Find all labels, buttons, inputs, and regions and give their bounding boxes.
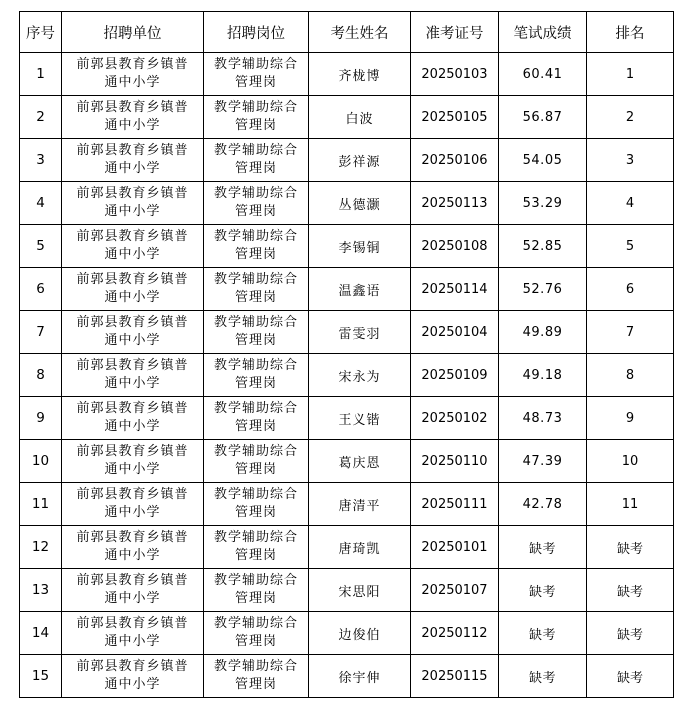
cell-post: [204, 612, 309, 655]
cell-post-line1: 教学辅助综合: [213, 401, 298, 416]
table-row: [20, 612, 674, 655]
cell-post-line2: 管理岗: [234, 161, 277, 176]
cell-score: 缺考: [499, 526, 587, 569]
table-row: [20, 139, 674, 182]
cell-seq: 10: [20, 440, 62, 483]
cell-unit-line2: 通中小学: [104, 634, 161, 649]
cell-name: 李锡铜: [309, 225, 411, 268]
cell-score: 49.18: [499, 354, 587, 397]
cell-seq: 1: [20, 53, 62, 96]
cell-seq: 11: [20, 483, 62, 526]
cell-rank: 11: [587, 483, 674, 526]
cell-seq: 7: [20, 311, 62, 354]
cell-name: 丛德灏: [309, 182, 411, 225]
cell-unit-line2: 通中小学: [104, 118, 161, 133]
table-row: [20, 53, 674, 96]
cell-post-line2: 管理岗: [234, 333, 277, 348]
cell-rank: 5: [587, 225, 674, 268]
cell-score: 54.05: [499, 139, 587, 182]
cell-name: 白波: [309, 96, 411, 139]
table-row: [20, 354, 674, 397]
cell-rank: 2: [587, 96, 674, 139]
table-row: [20, 569, 674, 612]
cell-exam-id: 20250106: [411, 139, 499, 182]
cell-unit-line1: 前郭县教育乡镇普: [76, 487, 189, 502]
cell-rank: 缺考: [587, 526, 674, 569]
cell-post-line2: 管理岗: [234, 118, 277, 133]
cell-post-line2: 管理岗: [234, 419, 277, 434]
cell-rank: 缺考: [587, 655, 674, 698]
header-unit: 招聘单位: [62, 12, 204, 53]
cell-unit: [62, 182, 204, 225]
cell-score: 56.87: [499, 96, 587, 139]
cell-post-line1: 教学辅助综合: [213, 487, 298, 502]
cell-post: [204, 96, 309, 139]
cell-unit-line2: 通中小学: [104, 204, 161, 219]
cell-exam-id: 20250110: [411, 440, 499, 483]
cell-unit-line2: 通中小学: [104, 161, 161, 176]
cell-name: 雷雯羽: [309, 311, 411, 354]
cell-seq: 12: [20, 526, 62, 569]
cell-exam-id: 20250101: [411, 526, 499, 569]
results-table-container: [19, 11, 674, 698]
cell-rank: 缺考: [587, 569, 674, 612]
cell-unit: [62, 569, 204, 612]
cell-post-line2: 管理岗: [234, 677, 277, 692]
table-header: [20, 12, 674, 53]
cell-unit-line1: 前郭县教育乡镇普: [76, 229, 189, 244]
cell-exam-id: 20250105: [411, 96, 499, 139]
cell-unit-line2: 通中小学: [104, 333, 161, 348]
cell-unit: [62, 53, 204, 96]
cell-unit: [62, 311, 204, 354]
cell-unit: [62, 483, 204, 526]
cell-post-line1: 教学辅助综合: [213, 444, 298, 459]
cell-name: 宋永为: [309, 354, 411, 397]
cell-score: 缺考: [499, 569, 587, 612]
cell-exam-id: 20250113: [411, 182, 499, 225]
cell-unit-line2: 通中小学: [104, 247, 161, 262]
cell-unit-line2: 通中小学: [104, 75, 161, 90]
cell-score: 缺考: [499, 655, 587, 698]
cell-post-line1: 教学辅助综合: [213, 57, 298, 72]
cell-post: [204, 53, 309, 96]
cell-rank: 7: [587, 311, 674, 354]
cell-rank: 8: [587, 354, 674, 397]
cell-score: 缺考: [499, 612, 587, 655]
cell-exam-id: 20250104: [411, 311, 499, 354]
cell-post-line1: 教学辅助综合: [213, 100, 298, 115]
cell-score: 52.85: [499, 225, 587, 268]
cell-post-line1: 教学辅助综合: [213, 616, 298, 631]
cell-post: [204, 569, 309, 612]
cell-unit: [62, 354, 204, 397]
cell-post: [204, 526, 309, 569]
cell-post: [204, 440, 309, 483]
cell-unit: [62, 268, 204, 311]
cell-name: 唐清平: [309, 483, 411, 526]
cell-post-line2: 管理岗: [234, 591, 277, 606]
cell-name: 彭祥源: [309, 139, 411, 182]
cell-exam-id: 20250115: [411, 655, 499, 698]
cell-post-line1: 教学辅助综合: [213, 530, 298, 545]
table-body: [20, 53, 674, 698]
cell-unit: [62, 526, 204, 569]
cell-post: [204, 182, 309, 225]
cell-rank: 4: [587, 182, 674, 225]
table-row: [20, 483, 674, 526]
cell-unit-line2: 通中小学: [104, 505, 161, 520]
header-row: [20, 12, 674, 53]
cell-post-line1: 教学辅助综合: [213, 315, 298, 330]
cell-exam-id: 20250109: [411, 354, 499, 397]
cell-score: 52.76: [499, 268, 587, 311]
cell-unit-line1: 前郭县教育乡镇普: [76, 444, 189, 459]
cell-post: [204, 397, 309, 440]
table-row: [20, 96, 674, 139]
cell-unit: [62, 655, 204, 698]
cell-seq: 4: [20, 182, 62, 225]
cell-rank: 9: [587, 397, 674, 440]
cell-exam-id: 20250112: [411, 612, 499, 655]
cell-rank: 10: [587, 440, 674, 483]
cell-unit-line1: 前郭县教育乡镇普: [76, 186, 189, 201]
cell-seq: 9: [20, 397, 62, 440]
cell-unit: [62, 139, 204, 182]
cell-score: 60.41: [499, 53, 587, 96]
cell-seq: 13: [20, 569, 62, 612]
cell-unit: [62, 96, 204, 139]
cell-post: [204, 268, 309, 311]
cell-exam-id: 20250108: [411, 225, 499, 268]
cell-unit-line1: 前郭县教育乡镇普: [76, 143, 189, 158]
cell-exam-id: 20250107: [411, 569, 499, 612]
cell-post: [204, 483, 309, 526]
header-post: 招聘岗位: [204, 12, 309, 53]
header-exam-id: 准考证号: [411, 12, 499, 53]
cell-post-line1: 教学辅助综合: [213, 358, 298, 373]
cell-rank: 1: [587, 53, 674, 96]
cell-post-line2: 管理岗: [234, 376, 277, 391]
cell-post-line2: 管理岗: [234, 75, 277, 90]
table-row: [20, 440, 674, 483]
cell-unit-line2: 通中小学: [104, 548, 161, 563]
cell-score: 53.29: [499, 182, 587, 225]
header-rank: 排名: [587, 12, 674, 53]
table-row: [20, 526, 674, 569]
cell-seq: 6: [20, 268, 62, 311]
cell-unit-line2: 通中小学: [104, 591, 161, 606]
cell-seq: 8: [20, 354, 62, 397]
cell-post: [204, 354, 309, 397]
cell-score: 42.78: [499, 483, 587, 526]
cell-post-line1: 教学辅助综合: [213, 143, 298, 158]
cell-score: 49.89: [499, 311, 587, 354]
cell-post-line2: 管理岗: [234, 462, 277, 477]
cell-rank: 缺考: [587, 612, 674, 655]
cell-unit-line1: 前郭县教育乡镇普: [76, 659, 189, 674]
cell-unit: [62, 225, 204, 268]
cell-unit-line1: 前郭县教育乡镇普: [76, 57, 189, 72]
cell-unit-line2: 通中小学: [104, 462, 161, 477]
cell-unit-line1: 前郭县教育乡镇普: [76, 358, 189, 373]
cell-unit-line1: 前郭县教育乡镇普: [76, 616, 189, 631]
header-name: 考生姓名: [309, 12, 411, 53]
cell-rank: 3: [587, 139, 674, 182]
cell-name: 王义锴: [309, 397, 411, 440]
table-row: [20, 397, 674, 440]
cell-exam-id: 20250103: [411, 53, 499, 96]
cell-exam-id: 20250114: [411, 268, 499, 311]
header-seq: 序号: [20, 12, 62, 53]
cell-post-line1: 教学辅助综合: [213, 186, 298, 201]
cell-exam-id: 20250111: [411, 483, 499, 526]
cell-unit-line2: 通中小学: [104, 290, 161, 305]
cell-score: 47.39: [499, 440, 587, 483]
table-row: [20, 182, 674, 225]
cell-unit-line2: 通中小学: [104, 677, 161, 692]
cell-post-line2: 管理岗: [234, 548, 277, 563]
table-row: [20, 311, 674, 354]
cell-name: 徐宇伸: [309, 655, 411, 698]
cell-post-line1: 教学辅助综合: [213, 272, 298, 287]
table-row: [20, 225, 674, 268]
cell-score: 48.73: [499, 397, 587, 440]
cell-post-line1: 教学辅助综合: [213, 229, 298, 244]
cell-name: 宋思阳: [309, 569, 411, 612]
cell-post-line2: 管理岗: [234, 505, 277, 520]
cell-rank: 6: [587, 268, 674, 311]
table-row: [20, 268, 674, 311]
cell-unit: [62, 612, 204, 655]
cell-unit-line2: 通中小学: [104, 419, 161, 434]
cell-post-line2: 管理岗: [234, 247, 277, 262]
table-row: [20, 655, 674, 698]
cell-unit-line1: 前郭县教育乡镇普: [76, 272, 189, 287]
cell-unit: [62, 397, 204, 440]
cell-seq: 15: [20, 655, 62, 698]
cell-post: [204, 311, 309, 354]
cell-post: [204, 655, 309, 698]
cell-name: 温鑫语: [309, 268, 411, 311]
cell-unit-line1: 前郭县教育乡镇普: [76, 315, 189, 330]
cell-name: 葛庆恩: [309, 440, 411, 483]
cell-seq: 3: [20, 139, 62, 182]
cell-name: 唐琦凯: [309, 526, 411, 569]
cell-post-line2: 管理岗: [234, 634, 277, 649]
cell-post-line1: 教学辅助综合: [213, 659, 298, 674]
cell-exam-id: 20250102: [411, 397, 499, 440]
cell-unit-line1: 前郭县教育乡镇普: [76, 401, 189, 416]
cell-name: 齐栊博: [309, 53, 411, 96]
cell-unit-line1: 前郭县教育乡镇普: [76, 530, 189, 545]
cell-unit-line1: 前郭县教育乡镇普: [76, 573, 189, 588]
cell-unit-line2: 通中小学: [104, 376, 161, 391]
cell-post: [204, 225, 309, 268]
cell-seq: 14: [20, 612, 62, 655]
cell-unit: [62, 440, 204, 483]
results-table: [19, 11, 674, 698]
cell-post-line1: 教学辅助综合: [213, 573, 298, 588]
cell-unit-line1: 前郭县教育乡镇普: [76, 100, 189, 115]
cell-post-line2: 管理岗: [234, 204, 277, 219]
cell-post: [204, 139, 309, 182]
header-score: 笔试成绩: [499, 12, 587, 53]
cell-seq: 5: [20, 225, 62, 268]
cell-name: 边俊伯: [309, 612, 411, 655]
cell-seq: 2: [20, 96, 62, 139]
cell-post-line2: 管理岗: [234, 290, 277, 305]
